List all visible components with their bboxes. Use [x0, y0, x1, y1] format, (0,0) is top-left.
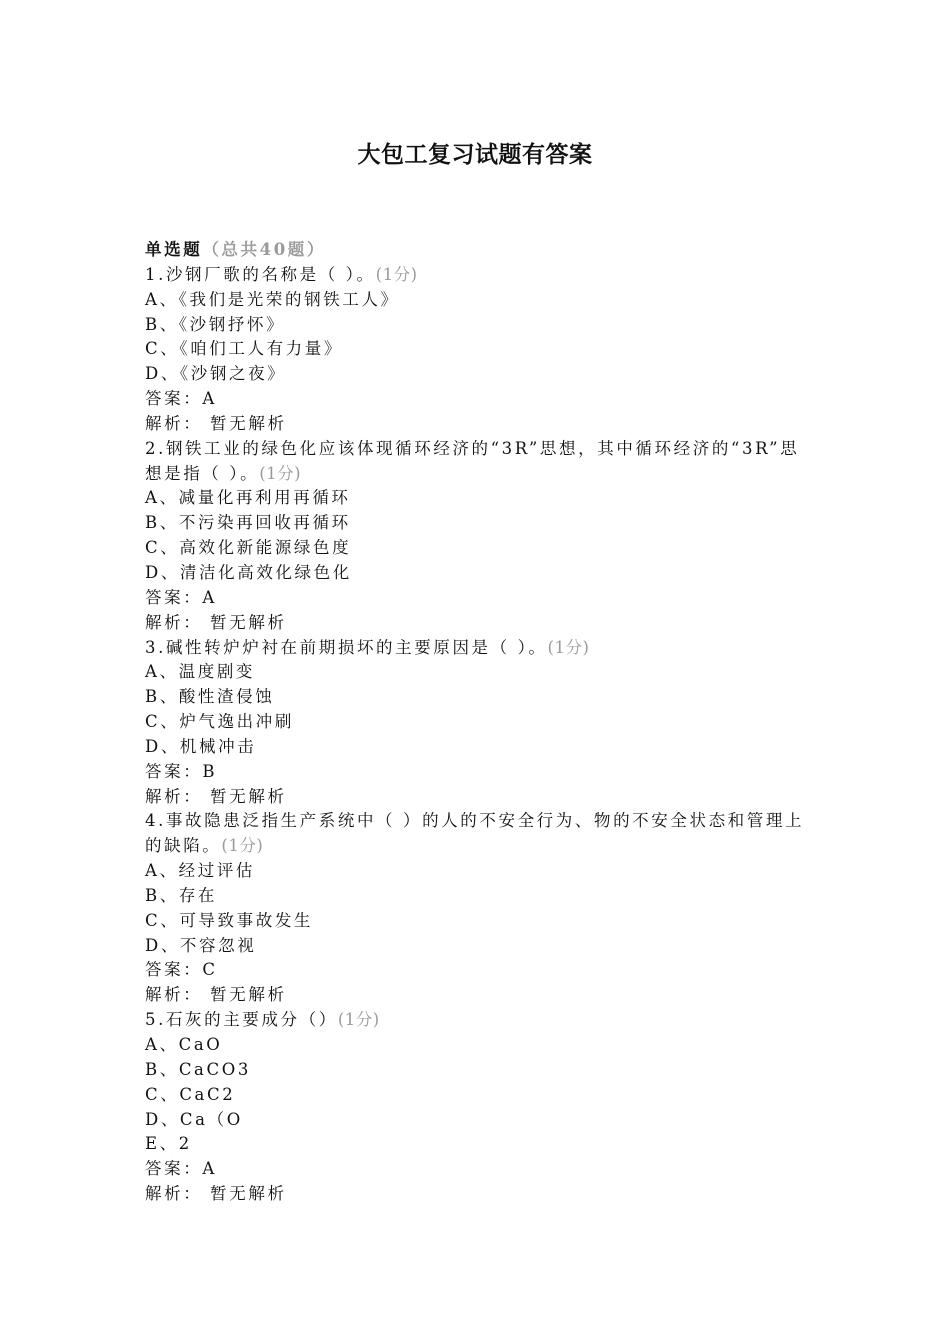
question-block	[145, 809, 810, 1008]
answer-value: A	[202, 389, 217, 409]
question-block	[145, 636, 810, 810]
analysis-line: 解析： 暂无解析	[145, 1184, 287, 1204]
option-item: C、炉气逸出冲刷	[145, 712, 294, 732]
question-block	[145, 263, 810, 437]
question-stem: 5.石灰的主要成分（）(1分)	[145, 1010, 380, 1030]
option-item: B、CaCO3	[145, 1059, 251, 1079]
option-item: A、CaO	[145, 1035, 223, 1054]
answer-value: A	[202, 587, 217, 607]
answer-value: C	[202, 960, 218, 980]
option-item: D、机械冲击	[145, 736, 257, 756]
question-score: (1分)	[259, 463, 302, 483]
option-item: B、《沙钢抒怀》	[145, 314, 286, 334]
question-stem: 2.钢铁工业的绿色化应该体现循环经济的“3R”思想，其中循环经济的“3R”思想是指（ ）。(1分)	[145, 438, 800, 483]
section-count: （总共40题）	[202, 240, 326, 259]
option-item: C、高效化新能源绿色度	[145, 538, 352, 558]
answer-line: 答案：C	[145, 960, 218, 980]
option-item: A、减量化再利用再循环	[145, 488, 351, 508]
option-item: D、《沙钢之夜》	[145, 364, 287, 384]
answer-value: A	[202, 1159, 217, 1179]
option-item: D、Ca（O	[145, 1109, 243, 1129]
option-item: C、CaC2	[145, 1084, 236, 1104]
question-block	[145, 437, 810, 636]
option-item: D、不容忽视	[145, 935, 257, 955]
analysis-line: 解析： 暂无解析	[145, 413, 287, 433]
answer-line: 答案：A	[145, 1159, 217, 1179]
question-score: (1分)	[547, 637, 590, 657]
option-item: A、《我们是光荣的钢铁工人》	[145, 289, 400, 309]
answer-line: 答案：A	[145, 389, 217, 409]
answer-line: 答案：B	[145, 761, 218, 781]
question-stem: 3.碱性转炉炉衬在前期损坏的主要原因是（ ）。(1分)	[145, 637, 590, 657]
question-block	[145, 1008, 810, 1207]
option-item: B、酸性渣侵蚀	[145, 687, 275, 707]
question-stem: 1.沙钢厂歌的名称是（ ）。(1分)	[145, 264, 418, 284]
answer-line: 答案：A	[145, 587, 217, 607]
analysis-line: 解析： 暂无解析	[145, 786, 287, 806]
question-score: (1分)	[375, 264, 418, 284]
section-label: 单选题	[145, 240, 203, 259]
option-item: C、可导致事故发生	[145, 910, 314, 930]
page-title: 大包工复习试题有答案	[357, 141, 593, 168]
option-item: C、《咱们工人有力量》	[145, 339, 343, 359]
question-list	[145, 238, 810, 1207]
answer-value: B	[202, 761, 218, 781]
option-item: B、存在	[145, 885, 218, 905]
option-item: D、清洁化高效化绿色化	[145, 562, 352, 582]
question-score: (1分)	[221, 836, 264, 856]
analysis-line: 解析： 暂无解析	[145, 985, 287, 1005]
option-item: E、2	[145, 1134, 192, 1154]
section-heading	[145, 238, 810, 263]
question-stem: 4.事故隐患泛指生产系统中（ ）的人的不安全行为、物的不安全状态和管理上的缺陷。(1分)	[145, 811, 805, 856]
option-item: A、温度剧变	[145, 662, 256, 682]
option-item: A、经过评估	[145, 861, 256, 881]
analysis-line: 解析： 暂无解析	[145, 612, 287, 632]
question-score: (1分)	[337, 1010, 380, 1030]
option-item: B、不污染再回收再循环	[145, 513, 351, 533]
